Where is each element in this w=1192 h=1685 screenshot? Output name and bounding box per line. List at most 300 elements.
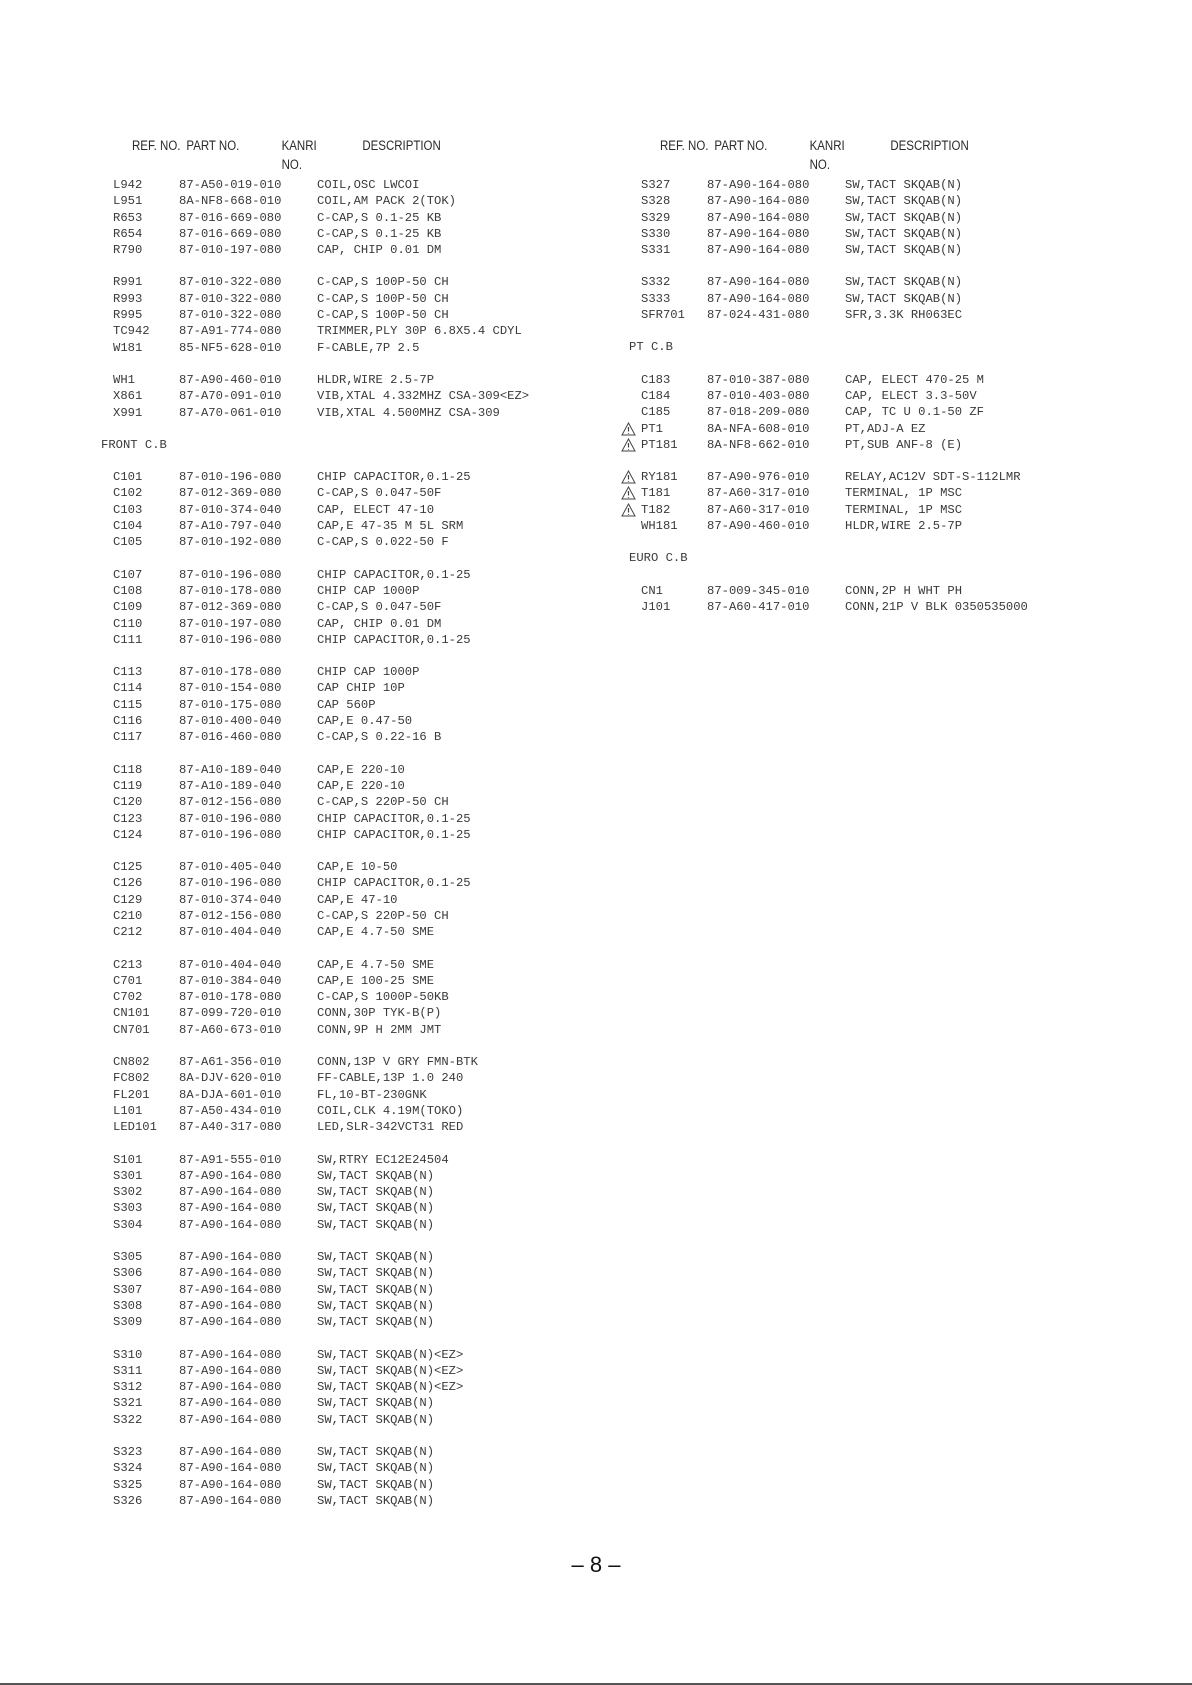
parts-row (101, 1103, 464, 1119)
parts-row (629, 291, 963, 307)
description: SW,TACT SKQAB(N)<EZ> (317, 1380, 464, 1395)
ref-no: C114 (113, 681, 143, 696)
safety-warning-icon (621, 438, 636, 452)
part-no: 8A-DJV-620-010 (179, 1071, 282, 1086)
ref-no: W181 (113, 340, 143, 355)
ref-no: C109 (113, 600, 143, 615)
ref-no: S324 (113, 1461, 143, 1476)
description: CAP, CHIP 0.01 DM (317, 243, 442, 258)
group-spacer (101, 648, 167, 664)
ref-no: S322 (113, 1412, 143, 1427)
parts-row (101, 729, 442, 745)
parts-row (101, 1005, 442, 1021)
description: HLDR,WIRE 2.5-7P (845, 519, 963, 534)
description: SW,TACT SKQAB(N)<EZ> (317, 1347, 464, 1362)
parts-row (101, 924, 435, 940)
part-no: 87-A60-417-010 (707, 599, 810, 614)
parts-row (629, 242, 963, 258)
group-spacer (629, 453, 688, 469)
ref-no: S310 (113, 1347, 143, 1362)
part-no: 87-012-156-080 (179, 908, 282, 923)
parts-row (101, 957, 435, 973)
ref-no: C103 (113, 502, 143, 517)
ref-no: S311 (113, 1363, 143, 1378)
description: SW,TACT SKQAB(N) (845, 291, 963, 306)
description: CHIP CAP 1000P (317, 665, 420, 680)
description: CAP,E 47-35 M 5L SRM (317, 519, 464, 534)
part-no: 87-010-197-080 (179, 616, 282, 631)
parts-row (101, 599, 442, 615)
part-no: 8A-DJA-601-010 (179, 1087, 282, 1102)
ref-no: X991 (113, 405, 143, 420)
description: SW,TACT SKQAB(N) (317, 1298, 435, 1313)
part-no: 87-A90-976-010 (707, 470, 810, 485)
parts-row (101, 989, 449, 1005)
part-no: 87-A40-317-080 (179, 1120, 282, 1135)
parts-row (101, 908, 449, 924)
ref-no: S331 (641, 243, 671, 258)
ref-no: WH1 (113, 372, 135, 387)
part-no: 87-A90-164-080 (179, 1282, 282, 1297)
ref-no: C108 (113, 583, 143, 598)
ref-no: S330 (641, 226, 671, 241)
ref-no: S305 (113, 1250, 143, 1265)
ref-no: CN802 (113, 1055, 150, 1070)
ref-no: C184 (641, 388, 671, 403)
description: C-CAP,S 100P-50 CH (317, 291, 449, 306)
parts-row (101, 1282, 435, 1298)
section-heading: EURO C.B (629, 551, 688, 566)
ref-no: C117 (113, 730, 143, 745)
parts-row (629, 583, 963, 599)
part-no: 87-A10-189-040 (179, 762, 282, 777)
description: SW,TACT SKQAB(N) (317, 1250, 435, 1265)
part-no: 87-012-369-080 (179, 486, 282, 501)
ref-no: PT1 (641, 421, 663, 436)
section-heading: PT C.B (629, 340, 673, 355)
ref-no: FL201 (113, 1087, 150, 1102)
description: C-CAP,S 0.22-16 B (317, 730, 442, 745)
ref-no: C185 (641, 405, 671, 420)
part-no: 87-010-196-080 (179, 632, 282, 647)
ref-no: R653 (113, 210, 143, 225)
parts-row (101, 1314, 435, 1330)
ref-no: S302 (113, 1185, 143, 1200)
ref-no: CN701 (113, 1022, 150, 1037)
parts-row (101, 226, 442, 242)
parts-row (101, 1379, 464, 1395)
parts-row (101, 1152, 449, 1168)
parts-row (101, 892, 398, 908)
ref-no: R654 (113, 226, 143, 241)
part-no: 87-A90-164-080 (707, 275, 810, 290)
parts-row (101, 1184, 435, 1200)
ref-no: C212 (113, 925, 143, 940)
part-no: 87-A61-356-010 (179, 1055, 282, 1070)
group-spacer (101, 356, 167, 372)
group-spacer (101, 1428, 167, 1444)
part-no: 87-A90-164-080 (707, 291, 810, 306)
description: CHIP CAPACITOR,0.1-25 (317, 827, 471, 842)
ref-no: C119 (113, 778, 143, 793)
parts-row (101, 307, 449, 323)
parts-row (101, 210, 442, 226)
description: COIL,CLK 4.19M(TOKO) (317, 1103, 464, 1118)
description: C-CAP,S 0.1-25 KB (317, 210, 442, 225)
group-spacer (101, 1136, 167, 1152)
group-spacer (101, 941, 167, 957)
left-parts-list (101, 177, 530, 1509)
description: SW,TACT SKQAB(N) (317, 1396, 435, 1411)
part-no: 87-010-374-040 (179, 892, 282, 907)
parts-row (101, 567, 471, 583)
parts-row (101, 534, 449, 550)
parts-row (101, 762, 405, 778)
part-no: 87-016-460-080 (179, 730, 282, 745)
safety-warning-icon (621, 470, 636, 484)
parts-row (101, 1087, 427, 1103)
parts-row (101, 811, 471, 827)
part-no: 87-A70-091-010 (179, 389, 282, 404)
parts-row (101, 1070, 464, 1086)
ref-no: S309 (113, 1315, 143, 1330)
description: C-CAP,S 0.047-50F (317, 600, 442, 615)
part-no: 87-010-178-080 (179, 665, 282, 680)
ref-no: FC802 (113, 1071, 150, 1086)
description: CONN,30P TYK-B(P) (317, 1006, 442, 1021)
parts-row (101, 1022, 442, 1038)
parts-row (101, 875, 471, 891)
ref-no: S301 (113, 1168, 143, 1183)
ref-no: C129 (113, 892, 143, 907)
ref-no: C701 (113, 973, 143, 988)
description: CHIP CAP 1000P (317, 583, 420, 598)
part-no: 87-010-374-040 (179, 502, 282, 517)
group-spacer (629, 356, 688, 372)
part-no: 87-010-196-080 (179, 876, 282, 891)
part-no: 87-010-178-080 (179, 990, 282, 1005)
parts-row (101, 518, 464, 534)
ref-no: PT181 (641, 437, 678, 452)
parts-row (101, 502, 435, 518)
ref-no: C116 (113, 714, 143, 729)
parts-row (101, 1363, 464, 1379)
part-no: 87-A60-317-010 (707, 502, 810, 517)
description: VIB,XTAL 4.332MHZ CSA-309<EZ> (317, 389, 530, 404)
parts-row (101, 1347, 464, 1363)
part-no: 87-010-403-080 (707, 388, 810, 403)
ref-no: L951 (113, 194, 143, 209)
parts-row (629, 193, 963, 209)
group-spacer (101, 551, 167, 567)
safety-warning-icon (621, 486, 636, 500)
ref-no: C110 (113, 616, 143, 631)
parts-row (101, 778, 405, 794)
ref-no: SFR701 (641, 308, 685, 323)
ref-no: S303 (113, 1201, 143, 1216)
part-no: 87-A90-164-080 (179, 1396, 282, 1411)
ref-no: J101 (641, 599, 671, 614)
parts-row (101, 1412, 435, 1428)
description: SFR,3.3K RH063EC (845, 308, 963, 323)
ref-no: S304 (113, 1217, 143, 1232)
parts-row (101, 794, 449, 810)
description-header: DESCRIPTION (890, 138, 969, 153)
parts-row (629, 469, 1021, 485)
description: CAP,E 100-25 SME (317, 973, 435, 988)
part-no: 87-A50-019-010 (179, 178, 282, 192)
parts-row (629, 599, 1028, 615)
group-spacer (101, 1038, 167, 1054)
description: SW,TACT SKQAB(N) (317, 1461, 435, 1476)
part-no: 87-016-669-080 (179, 226, 282, 241)
parts-row (101, 680, 405, 696)
part-no: 87-A90-164-080 (179, 1493, 282, 1508)
part-no: 87-A90-164-080 (179, 1347, 282, 1362)
part-no: 87-010-196-080 (179, 470, 282, 485)
description: C-CAP,S 0.1-25 KB (317, 226, 442, 241)
description: C-CAP,S 100P-50 CH (317, 275, 449, 290)
part-no: 87-010-154-080 (179, 681, 282, 696)
ref-no: C107 (113, 567, 143, 582)
part-no: 87-A90-164-080 (707, 178, 810, 192)
part-no: 87-010-322-080 (179, 308, 282, 323)
part-no: 87-009-345-010 (707, 583, 810, 598)
ref-no: L942 (113, 178, 143, 192)
part-no: 87-010-404-040 (179, 925, 282, 940)
part-no: 87-A70-061-010 (179, 405, 282, 420)
description: CAP, ELECT 470-25 M (845, 372, 984, 387)
ref-no: WH181 (641, 519, 678, 534)
section-heading: FRONT C.B (101, 437, 167, 452)
parts-row (629, 372, 984, 388)
description: SW,TACT SKQAB(N) (317, 1493, 435, 1508)
part-no: 87-A91-774-080 (179, 324, 282, 339)
description: CAP,E 4.7-50 SME (317, 957, 435, 972)
description: TRIMMER,PLY 30P 6.8X5.4 CDYL (317, 324, 522, 339)
parts-row (629, 421, 926, 437)
part-no: 8A-NF8-662-010 (707, 437, 810, 452)
part-no: 87-010-405-040 (179, 860, 282, 875)
parts-row (101, 1493, 435, 1509)
description: CONN,9P H 2MM JMT (317, 1022, 442, 1037)
description: CAP,E 10-50 (317, 860, 398, 875)
group-spacer (101, 421, 167, 437)
part-no: 87-010-387-080 (707, 372, 810, 387)
parts-row (101, 469, 471, 485)
description: CAP, TC U 0.1-50 ZF (845, 405, 984, 420)
ref-no: S323 (113, 1445, 143, 1459)
part-no: 87-A60-673-010 (179, 1022, 282, 1037)
ref-no: C102 (113, 486, 143, 501)
part-no: 87-A90-164-080 (179, 1363, 282, 1378)
part-no: 87-012-369-080 (179, 600, 282, 615)
part-no: 87-A90-460-010 (707, 519, 810, 534)
description: CONN,21P V BLK 0350535000 (845, 599, 1028, 614)
description: SW,TACT SKQAB(N) (845, 243, 963, 258)
description: CAP,E 0.47-50 (317, 714, 413, 729)
ref-no: S326 (113, 1493, 143, 1508)
group-spacer (101, 1331, 167, 1347)
description: SW,TACT SKQAB(N) (845, 226, 963, 241)
part-no: 87-A90-164-080 (179, 1412, 282, 1427)
description: CAP, CHIP 0.01 DM (317, 616, 442, 631)
description: SW,TACT SKQAB(N) (317, 1412, 435, 1427)
description: PT,ADJ-A EZ (845, 421, 926, 436)
description: SW,TACT SKQAB(N) (317, 1217, 435, 1232)
parts-row (101, 1168, 435, 1184)
part-no: 87-A90-460-010 (179, 372, 282, 387)
ref-no: C113 (113, 665, 143, 680)
parts-row (629, 437, 963, 453)
part-no: 8A-NFA-608-010 (707, 421, 810, 436)
description: C-CAP,S 0.047-50F (317, 486, 442, 501)
part-no: 87-099-720-010 (179, 1006, 282, 1021)
part-no: 87-010-196-080 (179, 567, 282, 582)
description: CHIP CAPACITOR,0.1-25 (317, 876, 471, 891)
safety-warning-icon (621, 503, 636, 517)
description: SW,TACT SKQAB(N) (845, 210, 963, 225)
ref-no: L101 (113, 1103, 143, 1118)
parts-row (101, 372, 435, 388)
part-no: 87-010-192-080 (179, 535, 282, 550)
description: LED,SLR-342VCT31 RED (317, 1120, 464, 1135)
group-spacer (629, 323, 688, 339)
group-spacer (629, 534, 688, 550)
description: VIB,XTAL 4.500MHZ CSA-309 (317, 405, 500, 420)
ref-no: CN101 (113, 1006, 150, 1021)
description: CONN,13P V GRY FMN-BTK (317, 1055, 478, 1070)
ref-no: C105 (113, 535, 143, 550)
ref-no: S327 (641, 178, 671, 192)
description: SW,TACT SKQAB(N) (317, 1282, 435, 1297)
parts-row (101, 1444, 435, 1460)
parts-row (629, 388, 977, 404)
part-no: 87-010-322-080 (179, 291, 282, 306)
group-spacer (101, 843, 167, 859)
description: CHIP CAPACITOR,0.1-25 (317, 470, 471, 485)
ref-no: R991 (113, 275, 143, 290)
parts-row (629, 307, 963, 323)
parts-row (101, 1054, 478, 1070)
ref-no: C111 (113, 632, 143, 647)
part-no: 87-010-178-080 (179, 583, 282, 598)
kanri-no-header: NO. (281, 157, 303, 172)
part-no: 85-NF5-628-010 (179, 340, 282, 355)
description: TERMINAL, 1P MSC (845, 502, 963, 517)
ref-no: TC942 (113, 324, 150, 339)
part-no: 87-A60-317-010 (707, 486, 810, 501)
kanri-header: KANRI (281, 138, 317, 153)
part-no: 87-010-404-040 (179, 957, 282, 972)
parts-row (101, 340, 420, 356)
ref-no: S325 (113, 1477, 143, 1492)
parts-row (101, 1200, 435, 1216)
part-no: 87-A10-797-040 (179, 519, 282, 534)
part-no: 87-A90-164-080 (707, 210, 810, 225)
part-no: 87-010-384-040 (179, 973, 282, 988)
kanri-no-header: NO. (809, 157, 831, 172)
description: RELAY,AC12V SDT-S-112LMR (845, 470, 1021, 485)
part-no-header: PART NO. (186, 138, 240, 153)
parts-row (101, 405, 500, 421)
ref-no: S101 (113, 1152, 143, 1167)
parts-row (101, 713, 413, 729)
ref-no: S332 (641, 275, 671, 290)
parts-row (629, 274, 963, 290)
ref-no: X861 (113, 389, 143, 404)
part-no: 87-A90-164-080 (707, 243, 810, 258)
part-no: 87-010-175-080 (179, 697, 282, 712)
ref-no: C123 (113, 811, 143, 826)
part-no: 87-A90-164-080 (179, 1461, 282, 1476)
description: C-CAP,S 1000P-50KB (317, 990, 449, 1005)
description: TERMINAL, 1P MSC (845, 486, 963, 501)
parts-row (629, 485, 963, 501)
part-no: 87-A90-164-080 (179, 1185, 282, 1200)
description: CAP 560P (317, 697, 376, 712)
description: CAP,E 220-10 (317, 762, 405, 777)
part-no: 8A-NF8-668-010 (179, 194, 282, 209)
parts-row (101, 583, 420, 599)
parts-row (101, 1249, 435, 1265)
group-spacer (101, 746, 167, 762)
group-spacer (629, 258, 688, 274)
ref-no: LED101 (113, 1120, 157, 1135)
ref-no: T181 (641, 486, 671, 501)
group-spacer (629, 567, 688, 583)
description: SW,TACT SKQAB(N) (317, 1477, 435, 1492)
group-spacer (101, 1233, 167, 1249)
parts-row (629, 210, 963, 226)
ref-no: C115 (113, 697, 143, 712)
ref-no: S306 (113, 1266, 143, 1281)
ref-no: S328 (641, 194, 671, 209)
part-no: 87-A90-164-080 (179, 1217, 282, 1232)
parts-row (101, 1298, 435, 1314)
description: CAP CHIP 10P (317, 681, 405, 696)
parts-row (101, 242, 442, 258)
parts-row (101, 616, 442, 632)
description: SW,TACT SKQAB(N) (845, 275, 963, 290)
ref-no: CN1 (641, 583, 663, 598)
ref-no: C183 (641, 372, 671, 387)
ref-no: C124 (113, 827, 143, 842)
parts-row (101, 697, 376, 713)
ref-no: C118 (113, 762, 143, 777)
description: COIL,AM PACK 2(TOK) (317, 194, 456, 209)
description: CHIP CAPACITOR,0.1-25 (317, 811, 471, 826)
parts-row (101, 485, 442, 501)
parts-row (629, 226, 963, 242)
parts-row (101, 291, 449, 307)
part-no: 87-018-209-080 (707, 405, 810, 420)
part-no: 87-A90-164-080 (179, 1250, 282, 1265)
part-no: 87-A90-164-080 (179, 1477, 282, 1492)
ref-no: C126 (113, 876, 143, 891)
parts-row (101, 388, 530, 404)
ref-no: C104 (113, 519, 143, 534)
description: FF-CABLE,13P 1.0 240 (317, 1071, 464, 1086)
part-no: 87-A91-555-010 (179, 1152, 282, 1167)
description: FL,10-BT-230GNK (317, 1087, 427, 1102)
description: SW,TACT SKQAB(N) (845, 194, 963, 209)
part-no-header: PART NO. (714, 138, 768, 153)
parts-row (101, 177, 420, 193)
parts-row (101, 1217, 435, 1233)
part-no: 87-A90-164-080 (179, 1445, 282, 1459)
description: C-CAP,S 220P-50 CH (317, 908, 449, 923)
